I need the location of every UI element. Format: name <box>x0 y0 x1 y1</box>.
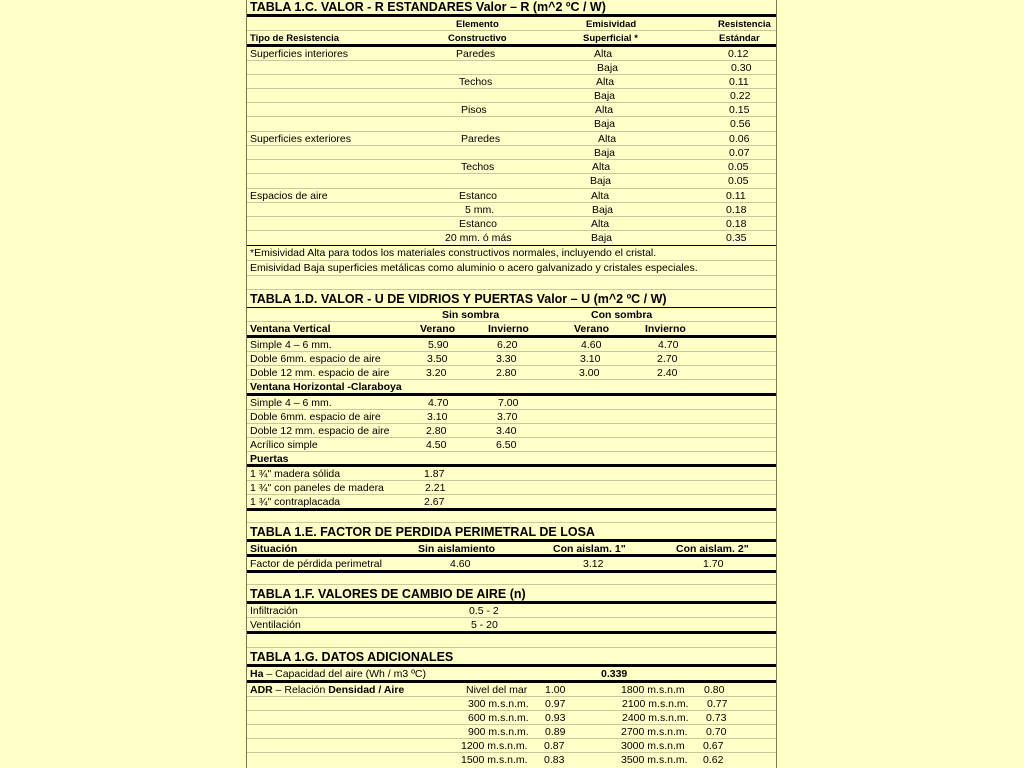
table-row <box>247 618 776 634</box>
elemento-cell: Paredes <box>461 133 501 145</box>
resistencia-cell: 0.15 <box>729 104 750 116</box>
elemento-cell: Pisos <box>461 104 487 116</box>
table-1c-header-row-1 <box>247 17 776 31</box>
resistencia-cell: 0.05 <box>728 161 749 173</box>
altitud-cell: 3000 m.s.n.m <box>621 740 685 752</box>
table-1g-title: TABLA 1.G. DATOS ADICIONALES <box>250 650 454 664</box>
u-value: 1.87 <box>424 468 445 480</box>
resistencia-cell: 0.07 <box>729 147 750 159</box>
table-1d-puertas-title-row <box>247 452 776 467</box>
table-1f-title-row <box>247 585 776 604</box>
altitud-cell: 2400 m.s.n.m. <box>622 712 689 724</box>
factor-value: 3.12 <box>583 558 604 570</box>
cambio-aire-label: Infiltración <box>250 605 298 617</box>
table-1g-ha-row <box>247 667 776 683</box>
emisividad-cell: Baja <box>591 232 613 244</box>
header-verano-con: Verano <box>574 323 610 335</box>
altitud-cell: Nivel del mar <box>466 684 528 696</box>
ha-label: Ha <box>250 668 264 680</box>
altitud-cell: 1200 m.s.n.m. <box>461 740 528 752</box>
table-row <box>247 410 776 424</box>
puerta-name: 1 ¾" madera sólida <box>250 468 341 480</box>
adr-value: 0.89 <box>545 726 566 738</box>
elemento-cell: 5 mm. <box>465 204 495 216</box>
resistencia-cell: 0.12 <box>728 48 749 60</box>
table-1d-title-row <box>247 290 776 308</box>
header-sin-aislamiento: Sin aislamiento <box>418 543 496 555</box>
u-value: 3.20 <box>426 367 447 379</box>
table-row <box>247 495 776 511</box>
table-row <box>247 231 776 246</box>
table-row <box>247 352 776 366</box>
header-con-sombra: Con sombra <box>591 309 653 321</box>
note-emisividad-alta: *Emisividad Alta para todos los materiales constructivos normales, incluyendo el cristal. <box>250 247 657 259</box>
altitud-cell: 2700 m.s.n.m. <box>621 726 688 738</box>
u-value: 2.80 <box>426 425 447 437</box>
u-value: 4.60 <box>581 339 602 351</box>
emisividad-cell: Baja <box>594 90 616 102</box>
header-elemento: Elemento <box>456 19 499 30</box>
u-value: 3.00 <box>579 367 600 379</box>
table-row <box>247 217 776 231</box>
adr-label: ADR <box>250 684 273 696</box>
spreadsheet-sheet <box>246 0 777 768</box>
adr-value: 1.00 <box>545 684 566 696</box>
table-row <box>247 424 776 438</box>
table-1d-shade-row <box>247 308 776 322</box>
elemento-cell: Techos <box>459 76 493 88</box>
emisividad-cell: Alta <box>595 104 614 116</box>
table-row <box>247 61 776 75</box>
adr-value: 0.77 <box>707 698 728 710</box>
puertas-title: Puertas <box>250 453 289 465</box>
adr-description-bold: Densidad / Aire <box>328 684 405 696</box>
table-row <box>247 132 776 146</box>
table-1d-horizontal-title-row <box>247 380 776 396</box>
u-value: 6.50 <box>496 439 517 451</box>
ventana-name: Doble 12 mm. espacio de aire <box>250 367 390 379</box>
emisividad-cell: Alta <box>594 48 613 60</box>
emisividad-cell: Alta <box>598 133 617 145</box>
u-value: 3.10 <box>427 411 448 423</box>
header-verano-sin: Verano <box>420 323 456 335</box>
adr-value: 0.70 <box>706 726 727 738</box>
emisividad-cell: Baja <box>594 147 616 159</box>
adr-value: 0.67 <box>703 740 724 752</box>
u-value: 3.30 <box>496 353 517 365</box>
resistencia-cell: 0.30 <box>731 62 752 74</box>
u-value: 2.80 <box>496 367 517 379</box>
note-emisividad-baja: Emisividad Baja superficies metálicas como aluminio o acero galvanizado y cristales especiales. <box>250 262 698 274</box>
resistencia-cell: 0.18 <box>726 218 747 230</box>
u-value: 2.70 <box>657 353 678 365</box>
table-1d-title: TABLA 1.D. VALOR - U DE VIDRIOS Y PUERTAS Valor – U (m^2 ºC / W) <box>250 292 667 306</box>
resistencia-cell: 0.56 <box>730 118 751 130</box>
table-row <box>247 174 776 189</box>
ha-label-cell <box>250 668 426 681</box>
header-constructivo: Constructivo <box>448 33 507 44</box>
altitud-cell: 1500 m.s.n.m. <box>461 754 528 766</box>
header-situacion: Situación <box>250 543 298 555</box>
altitud-cell: 900 m.s.n.m. <box>468 726 529 738</box>
header-emisividad: Emisividad <box>586 19 637 30</box>
table-1f-title: TABLA 1.F. VALORES DE CAMBIO DE AIRE (n) <box>250 587 526 601</box>
header-superficial: Superficial * <box>583 33 638 44</box>
emisividad-cell: Baja <box>592 204 614 216</box>
adr-label-cell <box>250 684 404 697</box>
spacer-row <box>247 634 776 648</box>
altitud-cell: 600 m.s.n.m. <box>468 712 529 724</box>
spacer-row <box>247 276 776 290</box>
resistencia-cell: 0.06 <box>729 133 750 145</box>
adr-value: 0.83 <box>544 754 565 766</box>
factor-perdida-label: Factor de pérdida perimetral <box>250 558 382 570</box>
puerta-name: 1 ¾" con paneles de madera <box>250 482 384 494</box>
tipo-cell: Espacios de aire <box>250 190 328 202</box>
table-row <box>247 481 776 495</box>
factor-value: 1.70 <box>703 558 724 570</box>
emisividad-cell: Alta <box>591 190 610 202</box>
adr-value: 0.97 <box>545 698 566 710</box>
header-con-aislam-2: Con aislam. 2" <box>676 543 749 555</box>
table-row <box>247 189 776 203</box>
table-row <box>247 203 776 217</box>
factor-value: 4.60 <box>450 558 471 570</box>
ha-value: 0.339 <box>601 668 628 680</box>
elemento-cell: Paredes <box>456 48 496 60</box>
cambio-aire-value: 0.5 - 2 <box>469 605 499 617</box>
ventana-name: Doble 12 mm. espacio de aire <box>250 425 390 437</box>
emisividad-cell: Baja <box>594 118 616 130</box>
puerta-name: 1 ¾" contraplacada <box>250 496 341 508</box>
table-row <box>247 160 776 174</box>
adr-value: 0.80 <box>704 684 725 696</box>
ventana-horizontal-title: Ventana Horizontal -Claraboya <box>250 381 402 393</box>
table-row <box>247 604 776 618</box>
adr-value: 0.73 <box>706 712 727 724</box>
resistencia-cell: 0.11 <box>726 190 746 202</box>
emisividad-cell: Baja <box>597 62 619 74</box>
table-row <box>247 103 776 117</box>
tipo-cell: Superficies exteriores <box>250 133 351 145</box>
table-row <box>247 146 776 160</box>
table-row <box>247 75 776 89</box>
table-1e-title-row <box>247 523 776 542</box>
header-resistencia: Resistencia <box>718 19 771 30</box>
table-row <box>247 683 776 697</box>
header-sin-sombra: Sin sombra <box>442 309 500 321</box>
u-value: 7.00 <box>498 397 519 409</box>
altitud-cell: 2100 m.s.n.m. <box>622 698 689 710</box>
table-row <box>247 557 776 573</box>
ventana-name: Doble 6mm. espacio de aire <box>250 353 381 365</box>
header-invierno-sin: Invierno <box>488 323 529 335</box>
cambio-aire-value: 5 - 20 <box>471 619 498 631</box>
spacer-row <box>247 511 776 523</box>
table-row <box>247 366 776 380</box>
emisividad-cell: Baja <box>590 175 612 187</box>
header-con-aislam-1: Con aislam. 1" <box>553 543 626 555</box>
u-value: 3.50 <box>427 353 448 365</box>
table-1c-title: TABLA 1.C. VALOR - R ESTANDARES Valor – R (m^2 ºC / W) <box>250 0 606 14</box>
tipo-cell: Superficies interiores <box>250 48 349 60</box>
altitud-cell: 1800 m.s.n.m <box>621 684 685 696</box>
elemento-cell: Techos <box>461 161 495 173</box>
table-1d-header-row <box>247 322 776 338</box>
table-row <box>247 396 776 410</box>
elemento-cell: Estanco <box>459 218 497 230</box>
u-value: 5.90 <box>428 339 449 351</box>
table-row <box>247 739 776 753</box>
ventana-name: Simple 4 – 6 mm. <box>250 397 332 409</box>
u-value: 4.50 <box>426 439 447 451</box>
u-value: 2.40 <box>657 367 678 379</box>
elemento-cell: Estanco <box>459 190 497 202</box>
elemento-cell: 20 mm. ó más <box>445 232 512 244</box>
header-invierno-con: Invierno <box>645 323 686 335</box>
ventana-name: Acrílico simple <box>250 439 318 451</box>
header-tipo-resistencia: Tipo de Resistencia <box>250 33 340 44</box>
emisividad-cell: Alta <box>596 76 615 88</box>
table-row <box>247 438 776 452</box>
table-row <box>247 117 776 132</box>
table-row <box>247 89 776 103</box>
u-value: 2.21 <box>425 482 446 494</box>
emisividad-cell: Alta <box>591 218 610 230</box>
resistencia-cell: 0.05 <box>728 175 749 187</box>
emisividad-cell: Alta <box>592 161 611 173</box>
u-value: 4.70 <box>658 339 679 351</box>
header-estandar: Estándar <box>719 33 760 44</box>
resistencia-cell: 0.22 <box>730 90 751 102</box>
table-row <box>247 725 776 739</box>
table-row <box>247 467 776 481</box>
altitud-cell: 3500 m.s.n.m. <box>621 754 688 766</box>
resistencia-cell: 0.35 <box>726 232 747 244</box>
table-row <box>247 47 776 61</box>
table-1c-header-row-2 <box>247 31 776 47</box>
table-1g-title-row <box>247 648 776 667</box>
u-value: 2.67 <box>424 496 445 508</box>
table-1c-note-1-row <box>247 246 776 261</box>
u-value: 4.70 <box>428 397 449 409</box>
adr-value: 0.62 <box>703 754 724 766</box>
u-value: 3.40 <box>496 425 517 437</box>
ventana-name: Doble 6mm. espacio de aire <box>250 411 381 423</box>
cambio-aire-label: Ventilación <box>250 619 301 631</box>
spacer-row <box>247 573 776 585</box>
table-1c-note-2-row <box>247 261 776 276</box>
resistencia-cell: 0.11 <box>729 76 749 88</box>
table-row <box>247 697 776 711</box>
u-value: 3.10 <box>580 353 601 365</box>
table-1c-title-row <box>247 0 776 17</box>
adr-description: – Relación <box>272 684 329 696</box>
header-ventana-vertical: Ventana Vertical <box>250 323 331 335</box>
table-1e-header-row <box>247 542 776 557</box>
table-row <box>247 711 776 725</box>
u-value: 3.70 <box>497 411 518 423</box>
adr-value: 0.87 <box>544 740 565 752</box>
ventana-name: Simple 4 – 6 mm. <box>250 339 332 351</box>
resistencia-cell: 0.18 <box>726 204 747 216</box>
ha-description: – Capacidad del aire (Wh / m3 ºC) <box>263 668 427 680</box>
table-1e-title: TABLA 1.E. FACTOR DE PERDIDA PERIMETRAL DE LOSA <box>250 525 595 539</box>
altitud-cell: 300 m.s.n.m. <box>468 698 529 710</box>
table-row <box>247 753 776 768</box>
adr-value: 0.93 <box>545 712 566 724</box>
u-value: 6.20 <box>497 339 518 351</box>
table-row <box>247 338 776 352</box>
